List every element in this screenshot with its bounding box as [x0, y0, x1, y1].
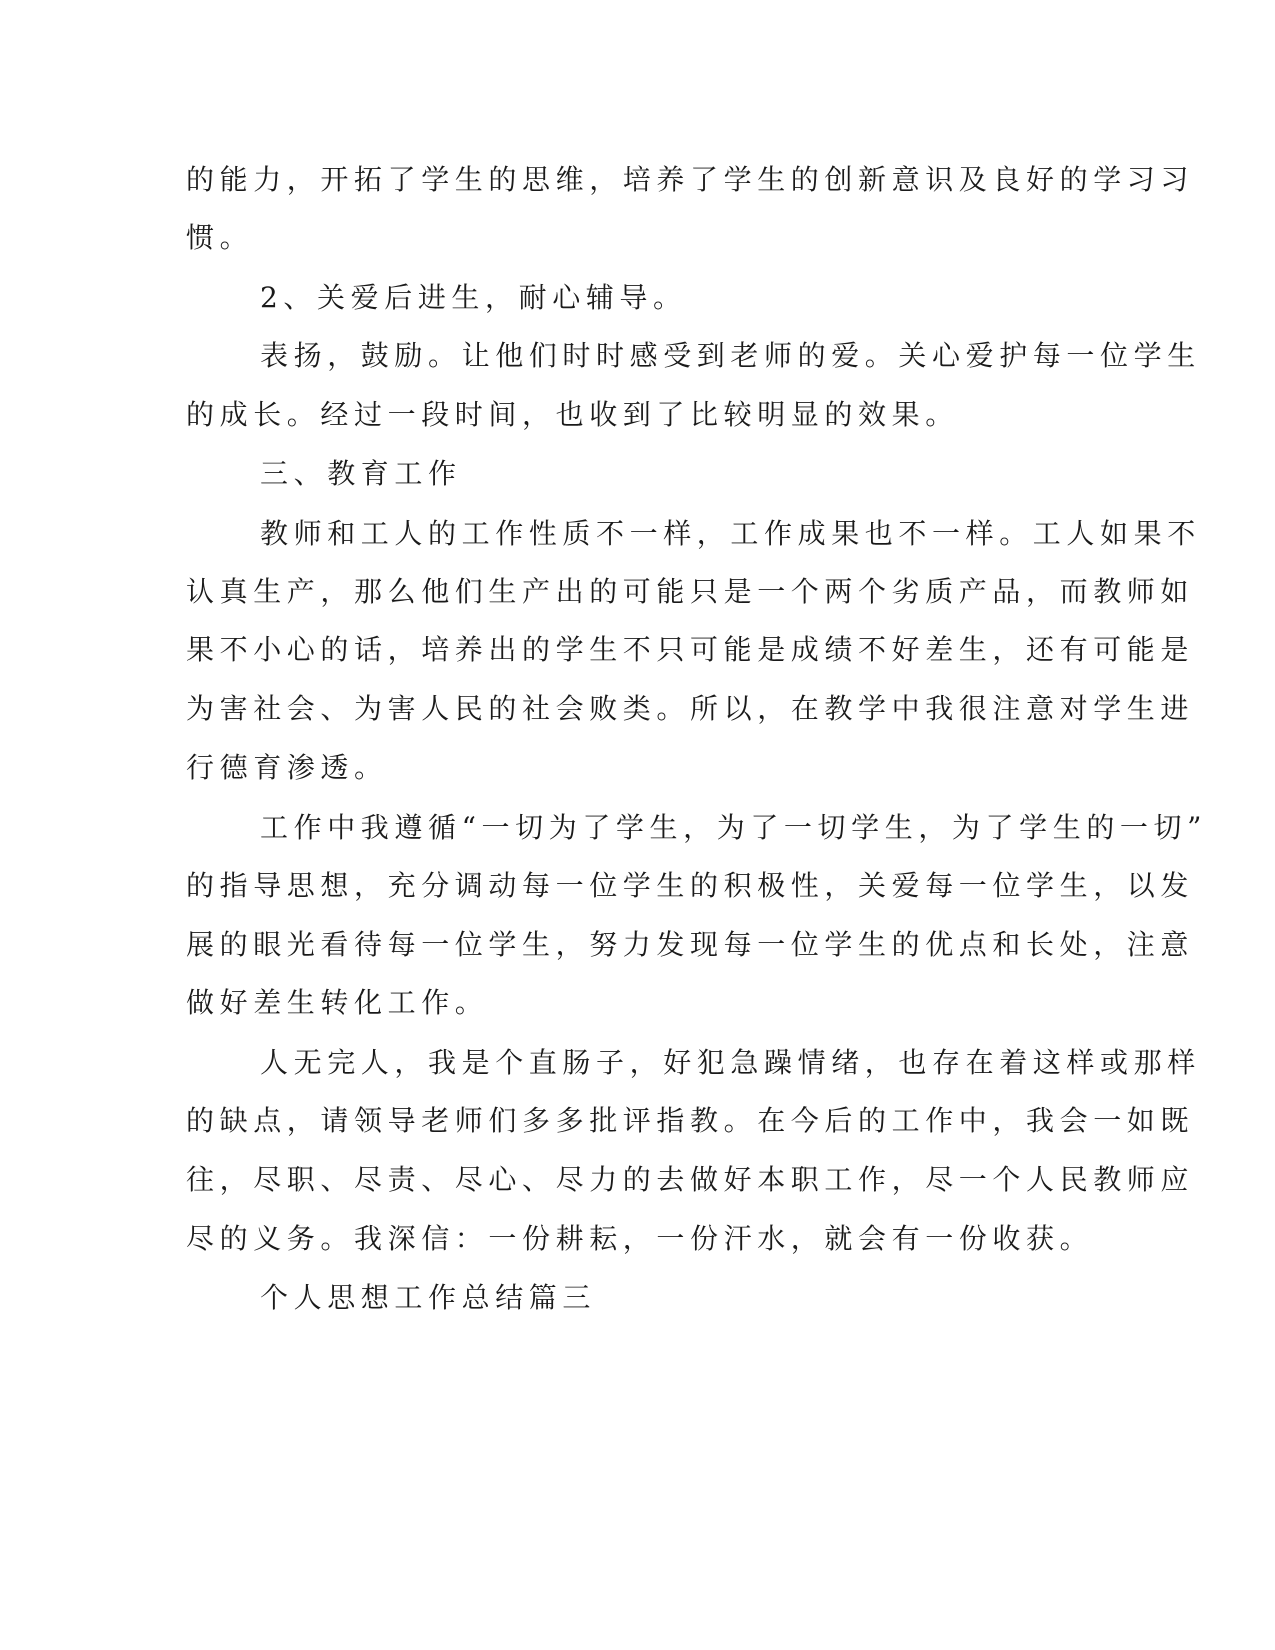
text-line: 果不小心的话，培养出的学生不只可能是成绩不好差生，还有可能是 [186, 633, 1195, 666]
list-item-heading: 2、关爱后进生，耐心辅导。 [260, 281, 687, 314]
paragraph-first-line: 教师和工人的工作性质不一样，工作成果也不一样。工人如果不 [260, 517, 1201, 550]
text-line: 往，尽职、尽责、尽心、尽力的去做好本职工作，尽一个人民教师应 [186, 1163, 1195, 1196]
text-line: 的能力，开拓了学生的思维，培养了学生的创新意识及良好的学习习 [186, 163, 1195, 196]
text-line: 的成长。经过一段时间，也收到了比较明显的效果。 [186, 398, 959, 431]
text-line: 惯。 [186, 221, 254, 254]
section-heading: 个人思想工作总结篇三 [260, 1281, 597, 1314]
text-line: 的缺点，请领导老师们多多批评指教。在今后的工作中，我会一如既 [186, 1104, 1195, 1137]
text-line: 的指导思想，充分调动每一位学生的积极性，关爱每一位学生，以发 [186, 869, 1195, 902]
paragraph-first-line: 工作中我遵循“一切为了学生，为了一切学生，为了学生的一切” [260, 811, 1208, 844]
section-heading: 三、教育工作 [260, 457, 462, 490]
text-line: 展的眼光看待每一位学生，努力发现每一位学生的优点和长处，注意 [186, 928, 1195, 961]
text-line: 认真生产，那么他们生产出的可能只是一个两个劣质产品，而教师如 [186, 575, 1195, 608]
paragraph-first-line: 人无完人，我是个直肠子，好犯急躁情绪，也存在着这样或那样 [260, 1046, 1201, 1079]
paragraph-first-line: 表扬，鼓励。让他们时时感受到老师的爱。关心爱护每一位学生 [260, 339, 1201, 372]
text-line: 尽的义务。我深信：一份耕耘，一份汗水，就会有一份收获。 [186, 1222, 1094, 1255]
text-line: 行德育渗透。 [186, 751, 388, 784]
text-line: 为害社会、为害人民的社会败类。所以，在教学中我很注意对学生进 [186, 692, 1195, 725]
text-line: 做好差生转化工作。 [186, 986, 489, 1019]
